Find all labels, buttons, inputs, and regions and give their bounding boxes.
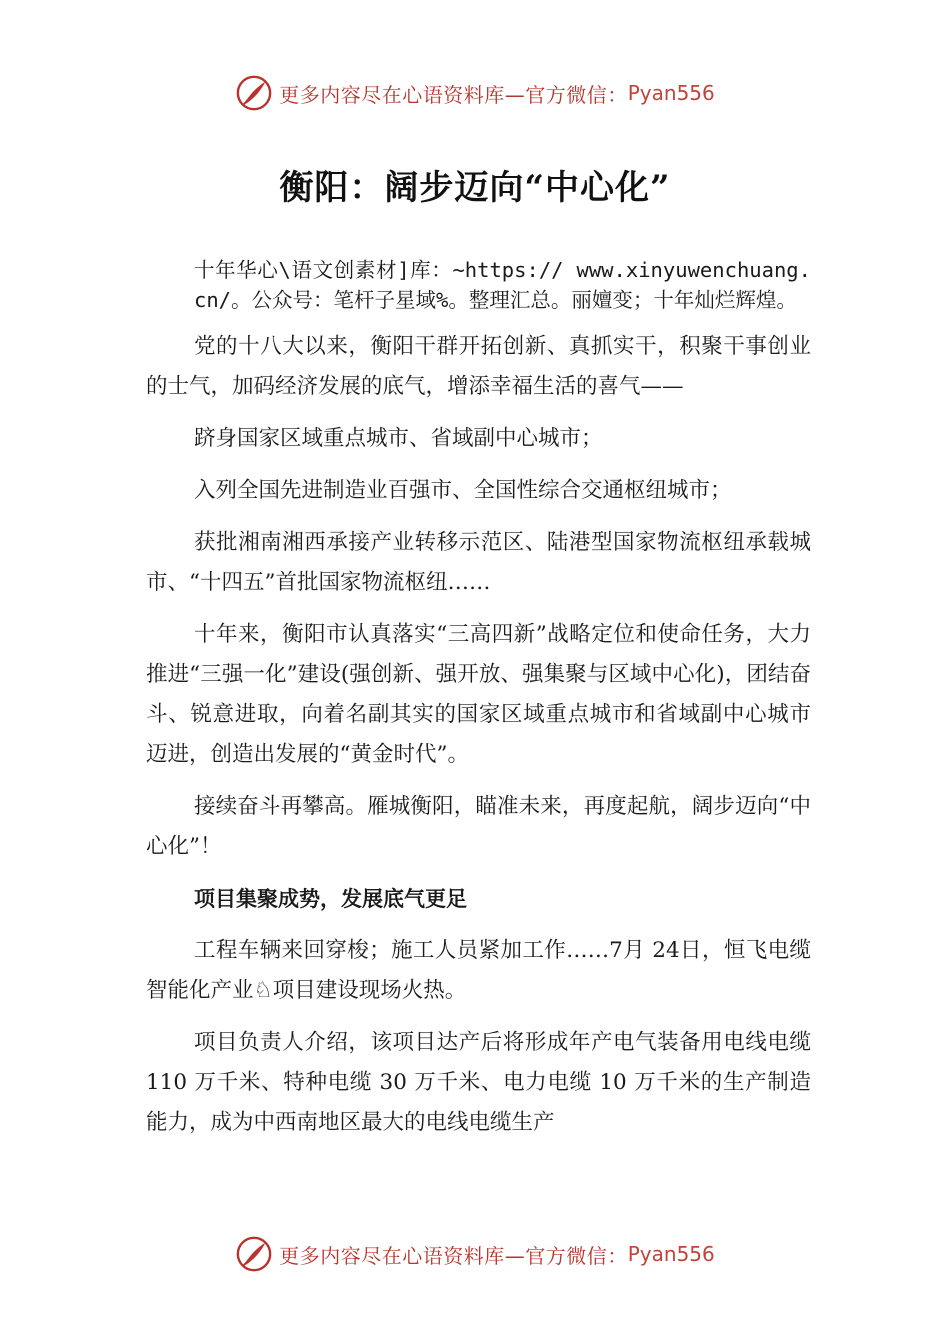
banner-text: 更多内容尽在心语资料库—官方微信： (279, 1243, 628, 1268)
paragraph: 工程车辆来回穿梭；施工人员紧加工作……7月 24日，恒飞电缆智能化产业♘项目建设现场火热。 (146, 938, 811, 1003)
paragraph-source-note: 十年华心\语文创素材]库：~https:// www.xinyuwenchuang.cn/。公众号：笔杆子星域%。整理汇总。丽嬗变；十年灿烂辉煌。 (194, 258, 811, 312)
article-body (146, 255, 811, 1155)
paragraph: 获批湘南湘西承接产业转移示范区、陆港型国家物流枢纽承载城市、“十四五”首批国家物流枢纽…… (146, 530, 811, 595)
page-title: 衡阳：阔步迈向“中心化” (279, 168, 671, 208)
feather-pen-logo-icon (235, 74, 273, 112)
paragraph: 跻身国家区域重点城市、省域副中心城市； (194, 426, 603, 451)
banner-text: 更多内容尽在心语资料库—官方微信： (279, 82, 628, 107)
paragraph: 入列全国先进制造业百强市、全国性综合交通枢纽城市； (194, 478, 732, 503)
banner-wechat-id: Pyan556 (627, 1242, 715, 1266)
paragraph: 项目负责人介绍，该项目达产后将形成年产电气装备用电线电缆 110 万千米、特种电缆 30 万千米、电力电缆 10 万千米的生产制造能力，成为中西南地区最大的电线电缆生产 (146, 1030, 811, 1135)
feather-pen-logo-icon (235, 1235, 273, 1273)
paragraph: 十年来，衡阳市认真落实“三高四新”战略定位和使命任务，大力推进“三强一化”建设(强创新、强开放、强集聚与区域中心化)，团结奋斗、锐意进取，向着名副其实的国家区域重点城市和省域副中心城市迈进，创造出发展的“黄金时代”。 (146, 622, 811, 767)
section-heading: 项目集聚成势，发展底气更足 (194, 887, 467, 911)
banner-wechat-id: Pyan556 (627, 81, 715, 105)
paragraph: 接续奋斗再攀高。雁城衡阳，瞄准未来，再度起航，阔步迈向“中心化”！ (146, 794, 811, 859)
paragraph: 党的十八大以来，衡阳干群开拓创新、真抓实干，积聚干事创业的士气，加码经济发展的底气，增添幸福生活的喜气—— (146, 334, 811, 399)
header-banner (0, 74, 950, 112)
footer-banner (0, 1235, 950, 1273)
